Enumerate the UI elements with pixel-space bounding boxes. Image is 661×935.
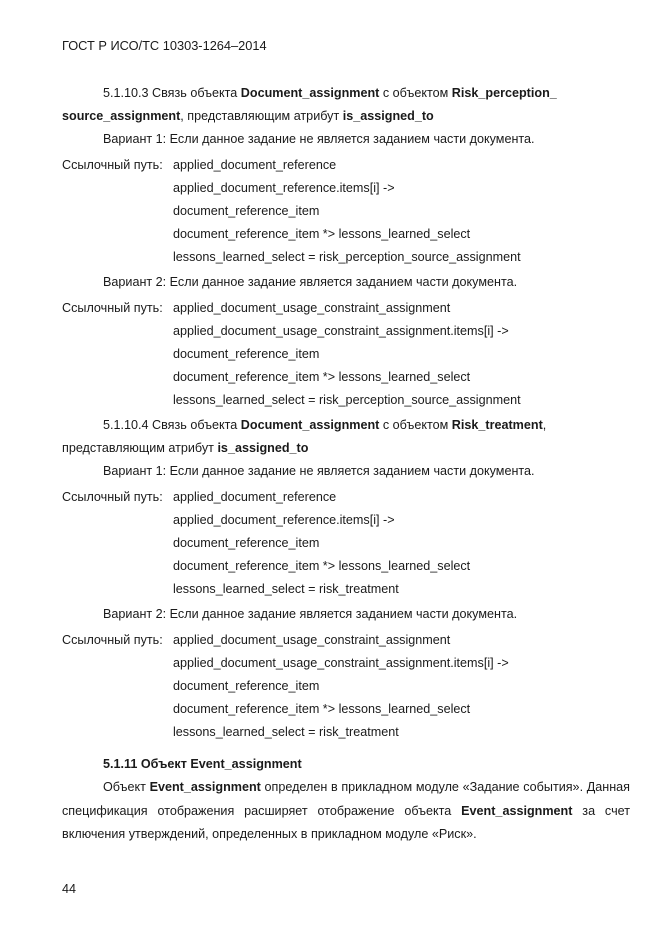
reference-path-line: applied_document_usage_constraint_assignment xyxy=(173,633,451,647)
reference-path-label: Ссылочный путь: xyxy=(62,158,163,172)
attribute-name: is_assigned_to xyxy=(342,109,434,123)
reference-path-line: applied_document_reference.items[i] -> xyxy=(173,181,395,195)
variant-2: Вариант 2: Если данное задание является заданием части документа. xyxy=(103,607,518,621)
paragraph-text: определен в прикладном модуле «Задание события». Данная спецификация отображения расширяет отображение объекта xyxy=(62,780,630,818)
title-text: Связь объекта xyxy=(148,418,241,432)
variant-1: Вариант 1: Если данное задание не является заданием части документа. xyxy=(103,132,535,146)
attribute-name: is_assigned_to xyxy=(217,441,309,455)
paragraph-text: за счет включения утверждений, определенных в прикладном модуле «Риск». xyxy=(62,803,630,841)
entity-name: Document_assignment xyxy=(240,86,380,100)
reference-path-line: applied_document_usage_constraint_assignment xyxy=(173,301,451,315)
page-header: ГОСТ Р ИСО/ТС 10303-1264–2014 xyxy=(62,38,267,53)
reference-path-line: lessons_learned_select = risk_treatment xyxy=(173,725,399,739)
reference-path-line: lessons_learned_select = risk_perception_source_assignment xyxy=(173,393,521,407)
reference-path-line: document_reference_item xyxy=(173,204,320,218)
title-text: , xyxy=(542,418,547,432)
reference-path-line: document_reference_item *> lessons_learned_select xyxy=(173,702,471,716)
reference-path-label: Ссылочный путь: xyxy=(62,490,163,504)
reference-path-label: Ссылочный путь: xyxy=(62,633,163,647)
page-number: 44 xyxy=(62,882,77,896)
section-heading: 5.1.11 Объект Event_assignment xyxy=(103,757,302,771)
variant-2: Вариант 2: Если данное задание является заданием части документа. xyxy=(103,275,518,289)
entity-name: Risk_perception_ xyxy=(451,86,557,100)
entity-name: Risk_treatment xyxy=(451,418,543,432)
paragraph-text: Объект xyxy=(103,780,150,794)
entity-name: Document_assignment xyxy=(240,418,380,432)
clause-5-1-10-3-title-line1 xyxy=(103,86,557,100)
clause-5-1-10-4-title-line1 xyxy=(103,418,546,432)
reference-path-line: document_reference_item *> lessons_learned_select xyxy=(173,370,471,384)
reference-path-line: lessons_learned_select = risk_perception_source_assignment xyxy=(173,250,521,264)
entity-name: source_assignment xyxy=(62,109,181,123)
variant-1: Вариант 1: Если данное задание не является заданием части документа. xyxy=(103,464,535,478)
reference-path-line: document_reference_item *> lessons_learned_select xyxy=(173,227,471,241)
reference-path-line: document_reference_item xyxy=(173,536,320,550)
reference-path-line: applied_document_usage_constraint_assignment.items[i] -> xyxy=(173,324,509,338)
clause-5-1-10-3-title-line2 xyxy=(62,109,434,123)
reference-path-line: applied_document_usage_constraint_assignment.items[i] -> xyxy=(173,656,509,670)
clause-number: 5.1.10.4 xyxy=(103,418,149,432)
reference-path-line: applied_document_reference xyxy=(173,490,337,504)
entity-name: Event_assignment xyxy=(149,780,261,794)
clause-number: 5.1.10.3 xyxy=(103,86,149,100)
reference-path-line: applied_document_reference.items[i] -> xyxy=(173,513,395,527)
title-text: представляющим атрибут xyxy=(62,441,218,455)
entity-name: Event_assignment xyxy=(461,803,573,818)
title-text: с объектом xyxy=(379,86,452,100)
clause-5-1-10-4-title-line2 xyxy=(62,441,308,455)
body-paragraph xyxy=(62,776,630,847)
title-text: , представляющим атрибут xyxy=(180,109,343,123)
reference-path-label: Ссылочный путь: xyxy=(62,301,163,315)
title-text: с объектом xyxy=(379,418,452,432)
reference-path-line: document_reference_item *> lessons_learned_select xyxy=(173,559,471,573)
reference-path-line: lessons_learned_select = risk_treatment xyxy=(173,582,399,596)
reference-path-line: document_reference_item xyxy=(173,347,320,361)
reference-path-line: document_reference_item xyxy=(173,679,320,693)
reference-path-line: applied_document_reference xyxy=(173,158,337,172)
title-text: Связь объекта xyxy=(148,86,241,100)
